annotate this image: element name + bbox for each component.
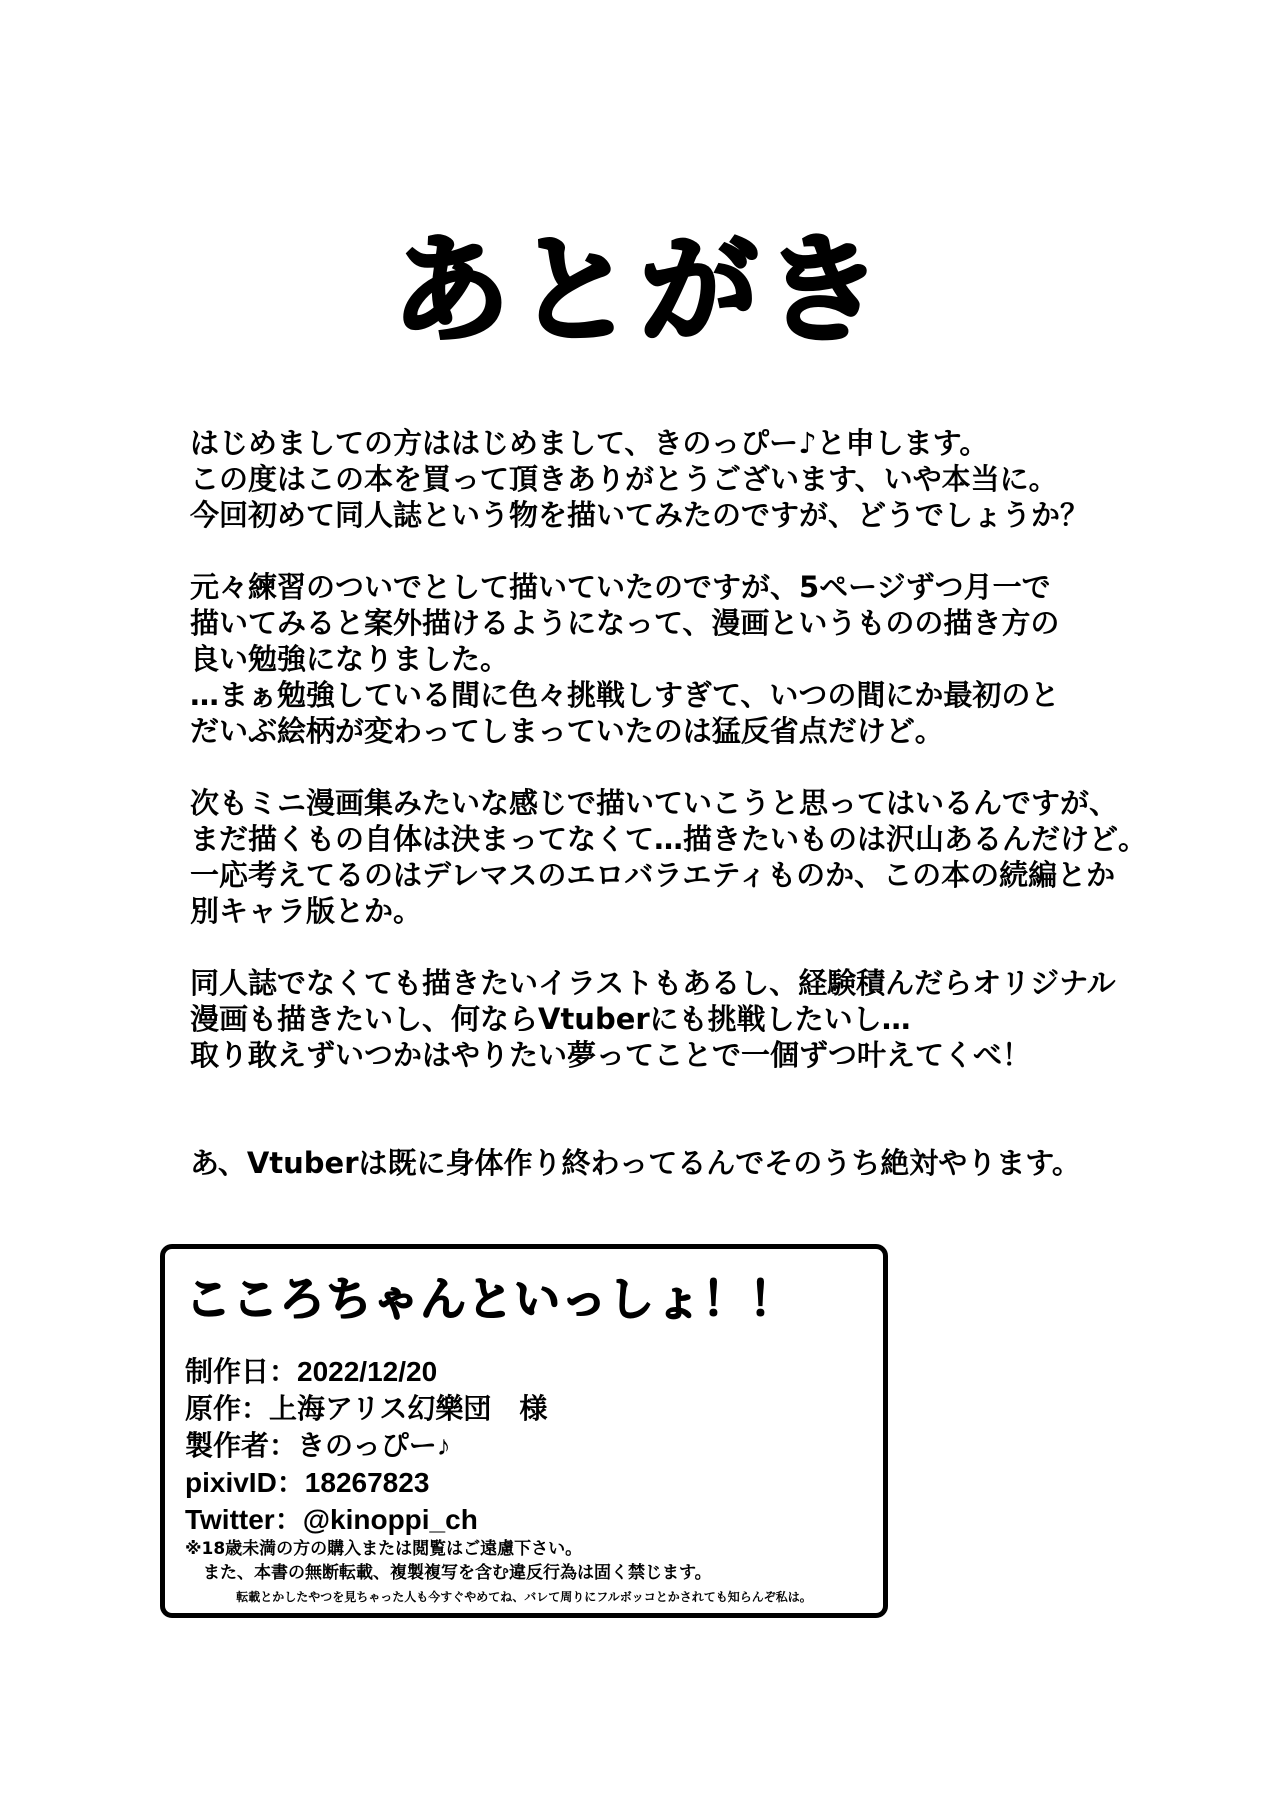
- text-line: まだ描くもの自体は決まってなくて…描きたいものは沢山あるんだけど。: [190, 822, 1148, 856]
- text-line: あ、Vtuberは既に身体作り終わってるんでそのうち絶対やります。: [190, 1146, 1081, 1180]
- credit-author: 製作者：きのっぴー♪: [185, 1430, 451, 1461]
- text-line: だいぶ絵柄が変わってしまっていたのは猛反省点だけど。: [190, 714, 944, 748]
- page-title: あとがき: [391, 221, 888, 359]
- afterword-body: [190, 425, 1148, 1217]
- text-line: 次もミニ漫画集みたいな感じで描いていこうと思ってはいるんですが、: [190, 786, 1119, 820]
- book-title: こころちゃんといっしょ！！: [185, 1272, 796, 1326]
- paragraph-dreams: [190, 965, 1116, 1073]
- text-line: この度はこの本を買って頂きありがとうございます、いや本当に。: [190, 462, 1058, 496]
- text-line: 描いてみると案外描けるようになって、漫画というものの描き方の: [190, 606, 1060, 640]
- text-line: 元々練習のついでとして描いていたのですが、5ページずつ月一で: [190, 570, 1051, 604]
- credit-twitter: Twitter：@kinoppi_ch: [185, 1504, 478, 1535]
- text-line: …まぁ勉強している間に色々挑戦しすぎて、いつの間にか最初のと: [190, 678, 1060, 712]
- credit-pixiv: pixivID：18267823: [185, 1467, 430, 1498]
- text-line: 取り敢えずいつかはやりたい夢ってことで一個ずつ叶えてくべ！: [190, 1038, 1032, 1072]
- text-line: 同人誌でなくても描きたいイラストもあるし、経験積んだらオリジナル: [190, 966, 1116, 1000]
- colophon-box: [160, 1244, 888, 1618]
- paragraph-practice: [190, 569, 1110, 749]
- text-line: 漫画も描きたいし、何ならVtuberにも挑戦したいし…: [190, 1002, 911, 1036]
- text-line: はじめましての方ははじめまして、きのっぴー♪と申します。: [190, 426, 989, 460]
- notices: [185, 1537, 712, 1585]
- text-line: 今回初めて同人誌という物を描いてみたのですが、どうでしょうか？: [190, 498, 1090, 532]
- text-line: 別キャラ版とか。: [190, 894, 423, 928]
- paragraph-greeting: [190, 425, 1110, 533]
- age-notice: ※18歳未満の方の購入または閲覧はご遠慮下さい。: [185, 1539, 583, 1559]
- copyright-notice: また、本書の無断転載、複製複写を含む違反行為は固く禁じます。: [203, 1563, 712, 1583]
- paragraph-vtuber: [190, 1145, 1110, 1181]
- text-line: 良い勉強になりました。: [190, 642, 510, 676]
- paragraph-next: [190, 785, 1148, 929]
- credit-original: 原作：上海アリス幻樂団 様: [185, 1393, 548, 1424]
- credits-list: [185, 1353, 547, 1538]
- credit-date: 制作日：2022/12/20: [185, 1356, 438, 1387]
- text-line: 一応考えてるのはデレマスのエロバラエティものか、この本の続編とか: [190, 858, 1116, 892]
- footnote: 転載とかしたやつを見ちゃった人も今すぐやめてね、バレて周りにフルボッコとかされても知らんぞ私は。: [236, 1590, 812, 1604]
